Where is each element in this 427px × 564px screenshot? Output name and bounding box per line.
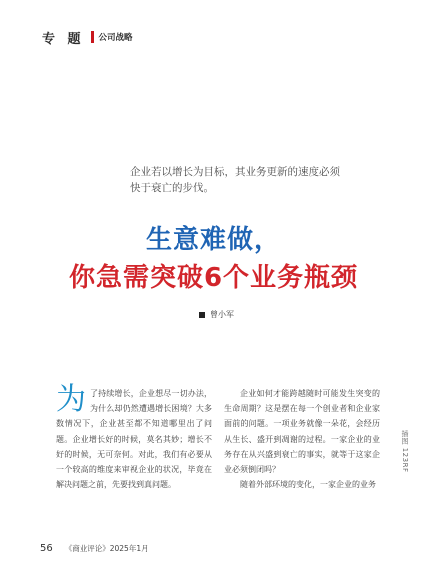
body-column-right — [224, 386, 380, 492]
article-title-line-1: 生意难做， — [145, 225, 281, 255]
byline-square-icon — [199, 312, 205, 318]
drop-cap: 为 — [56, 382, 86, 417]
author-byline — [199, 309, 234, 320]
publication-info: 《商业评论》2025年1月 — [64, 544, 149, 553]
article-lead: 企业若以增长为目标，其业务更新的速度必须快于衰亡的步伐。 — [130, 166, 340, 194]
column-name: 公司战略 — [98, 33, 133, 43]
article-title-line-2: 你急需突破6个业务瓶颈 — [68, 263, 359, 293]
page-number: 56 — [40, 543, 53, 554]
header-divider-bar — [91, 31, 94, 43]
section-title: 专 题 — [42, 31, 85, 47]
author-name: 曾小军 — [210, 310, 234, 319]
body-paragraph: 了持续增长，企业想尽一切办法，为什么却仍然遭遇增长困境？大多数情况下，企业甚至都不知道哪里出了问题。企业增长好的时候，莫名其妙；增长不好的时候，无可奈何。对此，我们有必要从一个较高的维度来审视企业的状况，毕竟在解决问题之前，先要找到真问题。 — [56, 389, 212, 490]
body-paragraph: 企业如何才能跨越随时可能发生突变的生命周期？这是摆在每一个创业者和企业家面前的问题。一项业务就像一朵花，会经历从生长、盛开到凋谢的过程。一家企业的业务存在从兴盛到衰亡的事实，就等于这家企业必须倒闭吗？ — [224, 389, 380, 475]
illustration-credit: 插图 123RF — [401, 430, 409, 473]
page-header — [42, 28, 133, 46]
body-paragraph: 随着外部环境的变化，一家企业的业务 — [240, 480, 376, 490]
body-column-left — [56, 382, 212, 492]
page-footer — [40, 543, 149, 554]
